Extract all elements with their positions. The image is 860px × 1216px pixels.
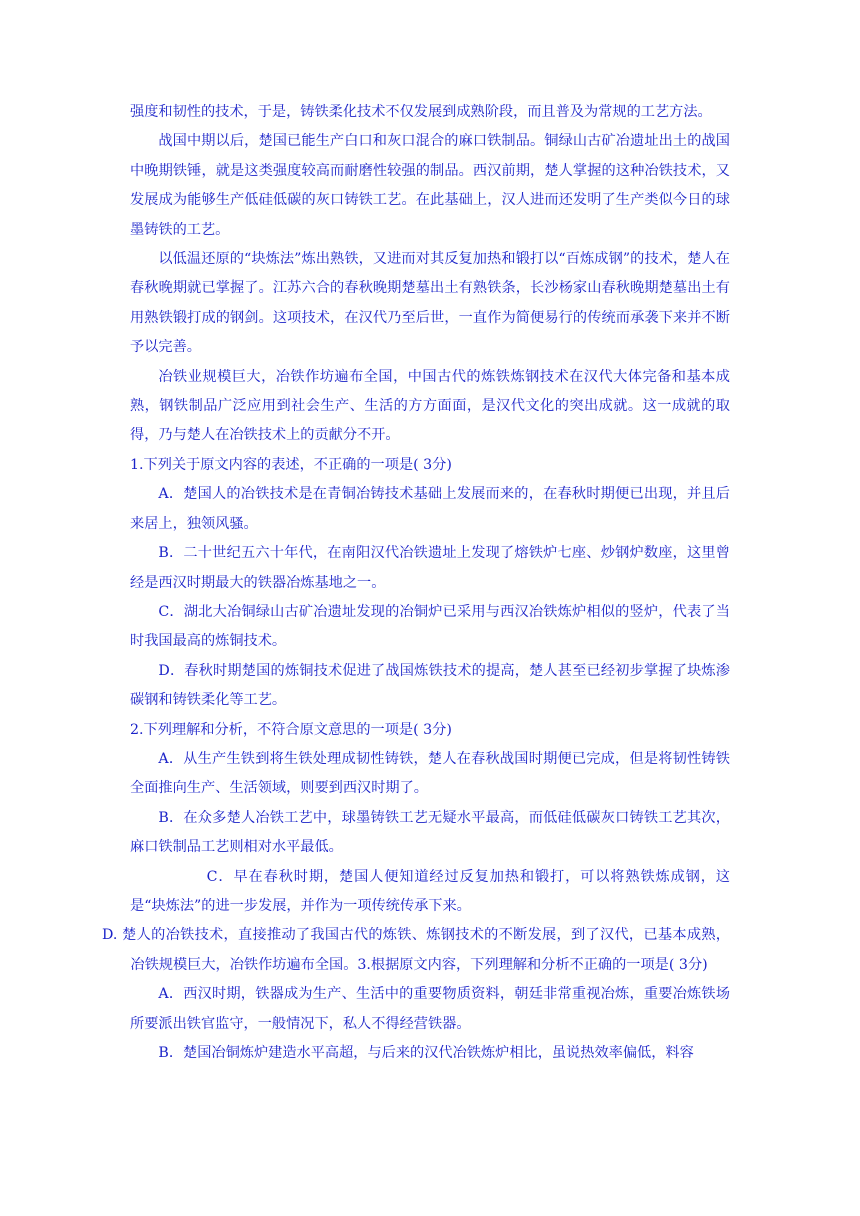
question-1-option-b: B．二十世纪五六十年代，在南阳汉代冶铁遗址上发现了熔铁炉七座、炒钢炉数座，这里曾经是西汉时期最大的铁器冶炼基地之一。 — [130, 545, 730, 591]
paragraph-4: 冶铁业规模巨大，冶铁作坊遍布全国，中国古代的炼铁炼钢技术在汉代大体完备和基本成熟，钢铁制品广泛应用到社会生产、生活的方方面面，是汉代文化的突出成就。这一成就的取得，乃与楚人在冶铁技术上的贡献分不开。 — [130, 368, 730, 444]
question-1-option-c: C．湖北大冶铜绿山古矿冶遗址发现的冶铜炉已采用与西汉冶铁炼炉相似的竖炉，代表了当时我国最高的炼铜技术。 — [130, 603, 730, 650]
question-1-option-a: A．楚国人的冶铁技术是在青铜冶铸技术基础上发展而来的，在春秋时期便已出现，并且后来居上，独领风骚。 — [130, 486, 730, 532]
paragraph-3: 以低温还原的“块炼法”炼出熟铁，又进而对其反复加热和锻打以“百炼成钢”的技术，楚人在春秋晚期就已掌握了。江苏六合的春秋晚期楚墓出土有熟铁条，长沙杨家山春秋晚期楚墓出土有用熟铁锻打成的钢剑。这项技术，在汉代乃至后世，一直作为简便易行的传统而承袭下来并不断予以完善。 — [130, 251, 730, 356]
document-page — [102, 98, 730, 1068]
question-2-option-b: B．在众多楚人冶铁工艺中，球墨铸铁工艺无疑水平最高，而低硅低碳灰口铸铁工艺其次，麻口铁制品工艺则相对水平最低。 — [130, 809, 730, 856]
question-2-option-c: C．早在春秋时期，楚国人便知道经过反复加热和锻打，可以将熟铁炼成钢，这是“块炼法”的进一步发展，并作为一项传统传承下来。 — [130, 868, 730, 914]
question-3-option-a: A．西汉时期，铁器成为生产、生活中的重要物质资料，朝廷非常重视冶炼，重要冶炼铁场所要派出铁官监守，一般情况下，私人不得经营铁器。 — [130, 986, 730, 1032]
question-2-option-d-text: D. 楚人的冶铁技术，直接推动了我国古代的炼铁、炼钢技术的不断发展，到了汉代，已基本成熟，冶铁规模巨大，冶铁作坊遍布全国。3.根据原文内容，下列理解和分析不正确的一项是( 3分) — [102, 927, 730, 973]
question-2-option-d — [102, 921, 730, 980]
paragraph-2: 战国中期以后，楚国已能生产白口和灰口混合的麻口铁制品。铜绿山古矿冶遗址出土的战国中晚期铁锤，就是这类强度较高而耐磨性较强的制品。西汉前期，楚人掌握的这种冶铁技术，又发展成为能够生产低硅低碳的灰口铸铁工艺。在此基础上，汉人进而还发明了生产类似今日的球墨铸铁的工艺。 — [130, 133, 730, 238]
question-1-option-d: D．春秋时期楚国的炼铜技术促进了战国炼铁技术的提高，楚人甚至已经初步掌握了块炼渗碳钢和铸铁柔化等工艺。 — [130, 662, 730, 709]
paragraph-1: 强度和韧性的技术，于是，铸铁柔化技术不仅发展到成熟阶段，而且普及为常规的工艺方法。 — [130, 104, 712, 120]
question-2-stem: 2.下列理解和分析，不符合原文意思的一项是( 3分) — [130, 721, 452, 738]
question-1-stem: 1.下列关于原文内容的表述，不正确的一项是( 3分) — [130, 456, 452, 473]
question-3-option-b: B．楚国冶铜炼炉建造水平高超，与后来的汉代冶铁炼炉相比，虽说热效率偏低，料容 — [158, 1045, 694, 1061]
question-2-option-a: A．从生产生铁到将生铁处理成韧性铸铁，楚人在春秋战国时期便已完成，但是将韧性铸铁全面推向生产、生活领域，则要到西汉时期了。 — [130, 750, 730, 797]
